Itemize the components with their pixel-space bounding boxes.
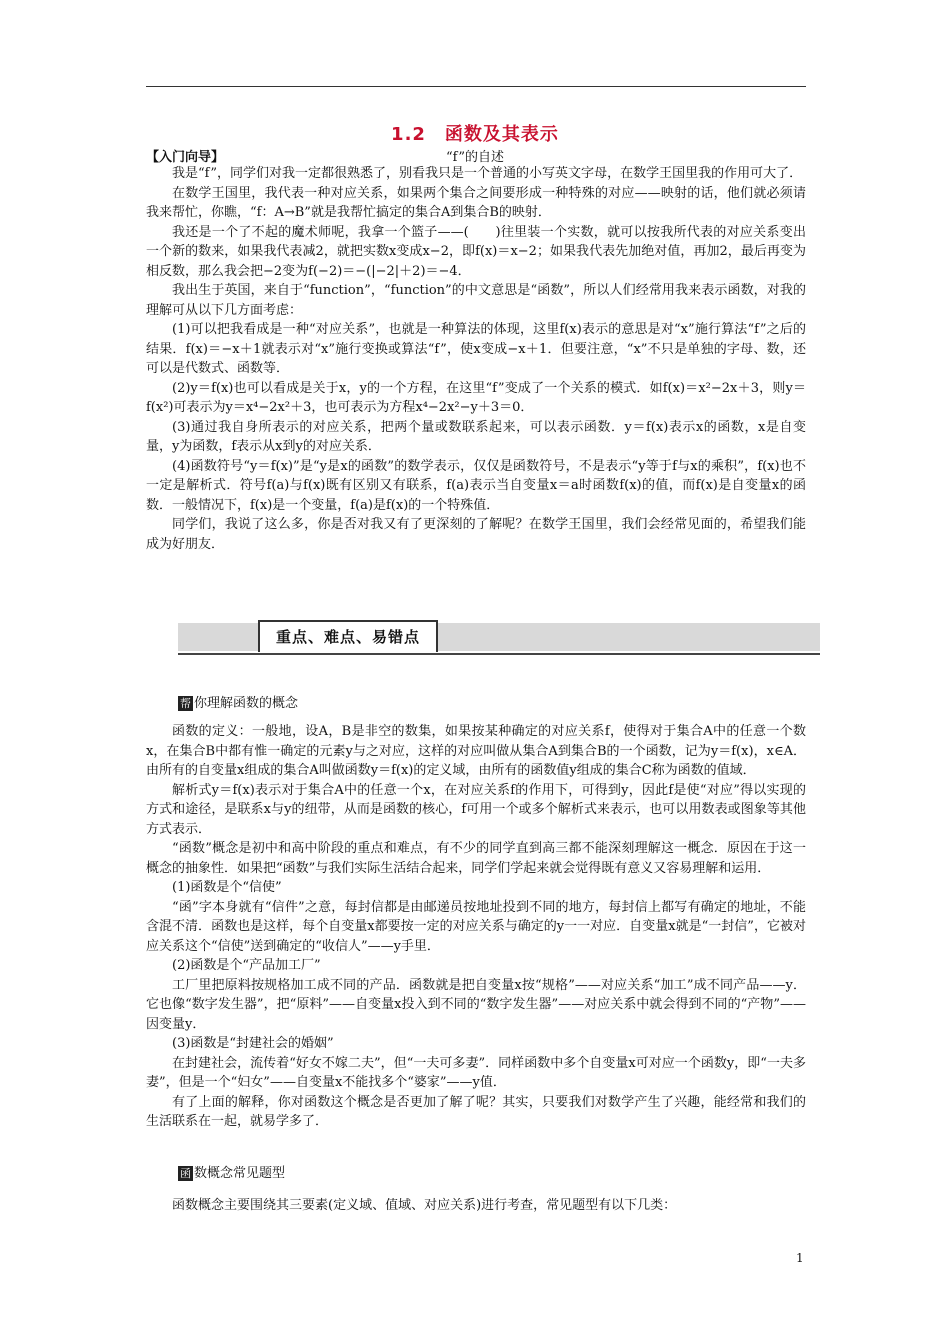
intro-paragraph: 在数学王国里，我代表一种对应关系，如果两个集合之间要形成一种特殊的对应——映射的话，他们就必须请我来帮忙，你瞧，“f：A→B”就是我帮忙搞定的集合A到集合B的映射． xyxy=(146,185,806,220)
section-badge: 帮 xyxy=(180,697,191,710)
intro-paragraph: (2)y＝f(x)也可以看成是关于x，y的一个方程，在这里“f”变成了一个关系的模式．如f(x)＝x²−2x＋3，则y＝f(x²)可表示为y＝x⁴−2x²＋3，也可表示为方程x⁴−2x²−y＋3＝0． xyxy=(146,380,806,415)
intro-paragraph: (4)函数符号“y＝f(x)”是“y是x的函数”的数学表示，仅仅是函数符号，不是表示“y等于f与x的乘积”，f(x)也不一定是解析式．符号f(a)与f(x)既有区别又有联系，f(a)表示当自变量x＝a时函数f(x)的值，而f(x)是自变量x的函数．一般情况下，f(x)是一个变量，f(a)是f(x)的一个特殊值． xyxy=(146,458,806,513)
body-paragraph: (1)函数是个“信使” xyxy=(172,880,282,895)
body-paragraph: (3)函数是“封建社会的婚姻” xyxy=(172,1036,334,1051)
intro-paragraph: 我是“f”，同学们对我一定都很熟悉了，别看我只是一个普通的小写英文字母，在数学王国里我的作用可大了． xyxy=(172,166,803,181)
intro-paragraph: 我出生于英国，来自于“function”，“function”的中文意思是“函数”，所以人们经常用我来表示函数，对我的理解可从以下几方面考虑： xyxy=(146,283,806,318)
intro-paragraph: 我还是一个了不起的魔术师呢，我拿一个篮子——( )往里装一个实数，就可以按我所代表的对应关系变出一个新的数来，如果我代表减2，就把实数x变成x−2，即f(x)＝x−2；如果我代表先加绝对值，再加2，最后再变为相反数，那么我会把−2变为f(−2)＝−(|−2|＋2)＝−4． xyxy=(146,224,806,279)
section-title: 数概念常见题型 xyxy=(194,1166,286,1181)
section-heading-concept xyxy=(178,692,298,711)
body-paragraph: 有了上面的解释，你对函数这个概念是否更加了解了呢？其实，只要我们对数学产生了兴趣，能经常和我们的生活联系在一起，就易学多了． xyxy=(146,1094,806,1129)
intro-paragraph: 同学们，我说了这么多，你是否对我又有了更深刻的了解呢？在数学王国里，我们会经常见面的，希望我们能成为好朋友． xyxy=(146,517,806,552)
banner-rule xyxy=(178,653,820,655)
section-title: 你理解函数的概念 xyxy=(194,696,299,711)
body-paragraph: 函数概念主要围绕其三要素(定义域、值域、对应关系)进行考查，常见题型有以下几类： xyxy=(172,1198,677,1213)
intro-paragraph: (1)可以把我看成是一种“对应关系”，也就是一种算法的体现，这里f(x)表示的意思是对“x”施行算法“f”之后的结果．f(x)＝−x＋1就表示对“x”施行变换或算法“f”，使x变成−x＋1．但要注意，“x”不只是单独的字母、数，还可以是代数式、函数等． xyxy=(146,322,806,376)
body-paragraph: 工厂里把原料按规格加工成不同的产品．函数就是把自变量x按“规格”——对应关系“加工”成不同产品——y．它也像“数字发生器”，把“原料”——自变量x投入到不同的“数字发生器”——对应关系中就会得到不同的“产物”——因变量y． xyxy=(146,977,806,1032)
section-heading-question-types xyxy=(178,1162,285,1181)
body-paragraph: 函数的定义：一般地，设A，B是非空的数集，如果按某种确定的对应关系f，使得对于集合A中的任意一个数x，在集合B中都有惟一确定的元素y与之对应，这样的对应叫做从集合A到集合B的一个函数，记为y＝f(x)，x∈A．由所有的自变量x组成的集合A叫做函数y＝f(x)的定义域，由所有的函数值y组成的集合C称为函数的值域． xyxy=(146,724,806,778)
section-concept-text xyxy=(146,722,806,1132)
body-paragraph: 解析式y＝f(x)表示对于集合A中的任意一个x，在对应关系f的作用下，可得到y，因此f是使“对应”得以实现的方式和途径，是联系x与y的纽带，从而是函数的核心，f可用一个或多个解析式来表示，也可以用数表或图象等其他方式表示． xyxy=(146,782,806,837)
section-tag: 【入门向导】 xyxy=(146,150,225,165)
body-paragraph: (2)函数是个“产品加工厂” xyxy=(172,958,321,973)
section-badge: 函 xyxy=(180,1167,191,1180)
intro-text xyxy=(146,164,806,554)
page-number: 1 xyxy=(796,1251,804,1265)
section-question-types-text xyxy=(146,1196,806,1216)
key-points-banner xyxy=(178,620,820,656)
body-paragraph: “函数”概念是初中和高中阶段的重点和难点，有不少的同学直到高三都不能深刻理解这一概念．原因在于这一概念的抽象性．如果把“函数”与我们实际生活结合起来，同学们学起来就会觉得既有意义又容易理解和运用． xyxy=(146,841,806,876)
intro-paragraph: (3)通过我自身所表示的对应关系，把两个量或数联系起来，可以表示函数．y＝f(x)表示x的函数，x是自变量，y为函数，f表示从x到y的对应关系． xyxy=(146,419,806,454)
banner-label: 重点、难点、易错点 xyxy=(258,620,438,652)
body-paragraph: 在封建社会，流传着“好女不嫁二夫”，但“一夫可多妻”．同样函数中多个自变量x可对应一个函数y，即“一夫多妻”，但是一个“妇女”——自变量x不能找多个“婆家”——y值． xyxy=(146,1055,806,1090)
page-subtitle: “f”的自述 xyxy=(445,150,505,165)
page-title: 1.2 函数及其表示 xyxy=(391,124,559,145)
body-paragraph: “函”字本身就有“信件”之意，每封信都是由邮递员按地址投到不同的地方，每封信上都写有确定的地址，不能含混不清．函数也是这样，每个自变量x都要按一定的对应关系与确定的y一一对应．自变量x就是“一封信”，它被对应关系这个“信使”送到确定的“收信人”——y手里． xyxy=(146,899,806,954)
header-rule xyxy=(146,86,806,87)
